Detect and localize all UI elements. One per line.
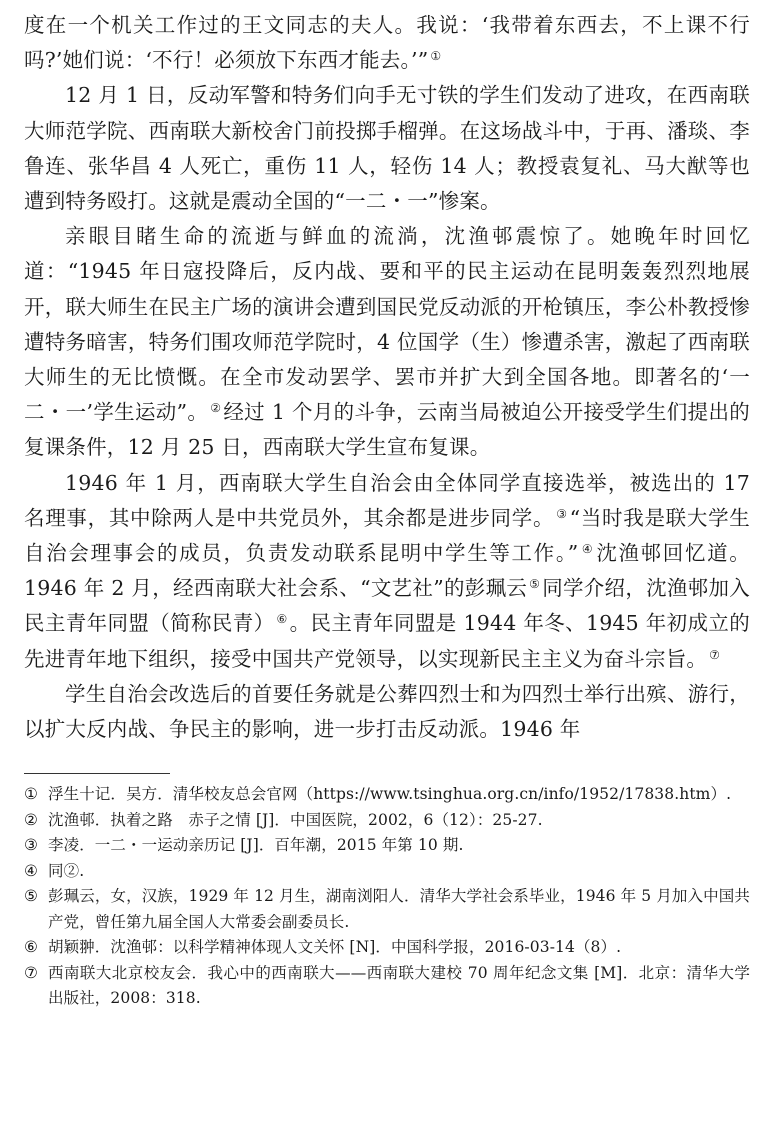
paragraph-text: 1946 年 1 月，西南联大学生自治会由全体同学直接选举，被选出的 17 名理事，其中除两人是中共党员外，其余都是进步同学。 xyxy=(24,470,750,530)
paragraph-text: 经过 1 个月的斗争，云南当局被迫公开接受学生们提出的复课条件，12 月 25 日，西南联大学生宣布复课。 xyxy=(24,400,750,460)
footnote-1 xyxy=(24,782,750,808)
document-page xyxy=(24,8,750,1012)
footnote-mark: ⑦ xyxy=(24,963,38,982)
footnote-ref-3[interactable]: ③ xyxy=(556,506,568,521)
paragraph-text: 同学介绍，沈渔邨加入民主青年同盟（简称民青） xyxy=(24,576,750,636)
footnote-ref-7[interactable]: ⑦ xyxy=(709,647,721,662)
paragraph-4 xyxy=(24,466,750,677)
footnote-ref-2[interactable]: ② xyxy=(210,401,222,416)
body-text xyxy=(24,8,750,747)
footnote-ref-5[interactable]: ⑤ xyxy=(529,577,541,592)
footnote-ref-4[interactable]: ④ xyxy=(580,542,595,557)
footnote-3 xyxy=(24,833,750,859)
footnote-7 xyxy=(24,961,750,1012)
footnote-divider xyxy=(24,773,170,774)
footnotes xyxy=(24,782,750,1012)
footnote-text: 西南联大北京校友会．我心中的西南联大——西南联大建校 70 周年纪念文集 [M]．北京：清华大学出版社，2008：318. xyxy=(48,963,750,1008)
paragraph-text: 度在一个机关工作过的王文同志的夫人。我说：‘我带着东西去，不上课不行吗?’她们说：‘不行！必须放下东西才能去。’” xyxy=(24,13,750,73)
footnote-ref-1[interactable]: ① xyxy=(430,49,442,64)
footnote-mark: ① xyxy=(24,785,38,804)
footnote-mark: ⑤ xyxy=(24,887,38,906)
footnote-text: 彭珮云，女，汉族，1929 年 12 月生，湖南浏阳人．清华大学社会系毕业，1946 年 5 月加入中国共产党，曾任第九届全国人大常委会副委员长. xyxy=(48,887,750,931)
paragraph-1 xyxy=(24,8,750,78)
footnote-mark: ⑥ xyxy=(24,938,38,957)
paragraph-text: 学生自治会改选后的首要任务就是公葬四烈士和为四烈士举行出殡、游行，以扩大反内战、争民主的影响，进一步打击反动派。1946 年 xyxy=(24,681,750,742)
footnote-text: 同②. xyxy=(48,861,85,880)
footnote-text: 浮生十记．吴方．清华校友总会官网（https://www.tsinghua.org.cn/info/1952/17838.htm）. xyxy=(48,785,732,804)
footnote-2 xyxy=(24,808,750,834)
paragraph-2 xyxy=(24,78,750,219)
footnote-4 xyxy=(24,859,750,885)
footnote-mark: ② xyxy=(24,810,38,829)
footnote-text: 胡颖翀．沈渔邨：以科学精神体现人文关怀 [N]．中国科学报，2016-03-14（8）. xyxy=(48,938,622,957)
paragraph-5 xyxy=(24,677,750,747)
paragraph-text: 亲眼目睹生命的流逝与鲜血的流淌，沈渔邨震惊了。她晚年时回忆道：“1945 年日寇投降后，反内战、要和平的民主运动在昆明轰轰烈烈地展开，联大师生在民主广场的演讲会遭到国民党反动派的开枪镇压，李公朴教授惨遭特务暗害，特务们围攻师范学院时，4 位国学（生）惨遭杀害，激起了西南联大师生的无比愤慨。在全市发动罢学、罢市并扩大到全国各地。即著名的‘一二・一’学生运动”。 xyxy=(24,224,750,425)
paragraph-3 xyxy=(24,219,750,465)
footnote-5 xyxy=(24,884,750,935)
footnote-6 xyxy=(24,935,750,961)
footnote-mark: ④ xyxy=(24,861,38,880)
footnote-ref-6[interactable]: ⑥ xyxy=(276,612,288,627)
footnote-text: 李凌．一二・一运动亲历记 [J]．百年潮，2015 年第 10 期. xyxy=(48,836,464,855)
paragraph-text: 。民主青年同盟是 1944 年冬、1945 年初成立的先进青年地下组织，接受中国共产党领导，以实现新民主主义为奋斗宗旨。 xyxy=(24,611,750,671)
paragraph-text: 沈渔邨回忆道。1946 年 2 月，经西南联大社会系、“文艺社”的彭珮云 xyxy=(24,541,750,601)
paragraph-text: 12 月 1 日，反动军警和特务们向手无寸铁的学生们发动了进攻，在西南联大师范学院、西南联大新校舍门前投掷手榴弹。在这场战斗中，于再、潘琰、李鲁连、张华昌 4 人死亡，重伤 11 人，轻伤 14 人；教授袁复礼、马大猷等也遭到特务殴打。这就是震动全国的“一二・一”惨案。 xyxy=(24,83,750,214)
paragraph-text: “当时我是联大学生自治会理事会的成员，负责发动联系昆明中学生等工作。” xyxy=(24,505,750,566)
footnote-text: 沈渔邨．执着之路 赤子之情 [J]．中国医院，2002，6（12）：25-27. xyxy=(48,810,543,829)
footnote-mark: ③ xyxy=(24,836,38,855)
